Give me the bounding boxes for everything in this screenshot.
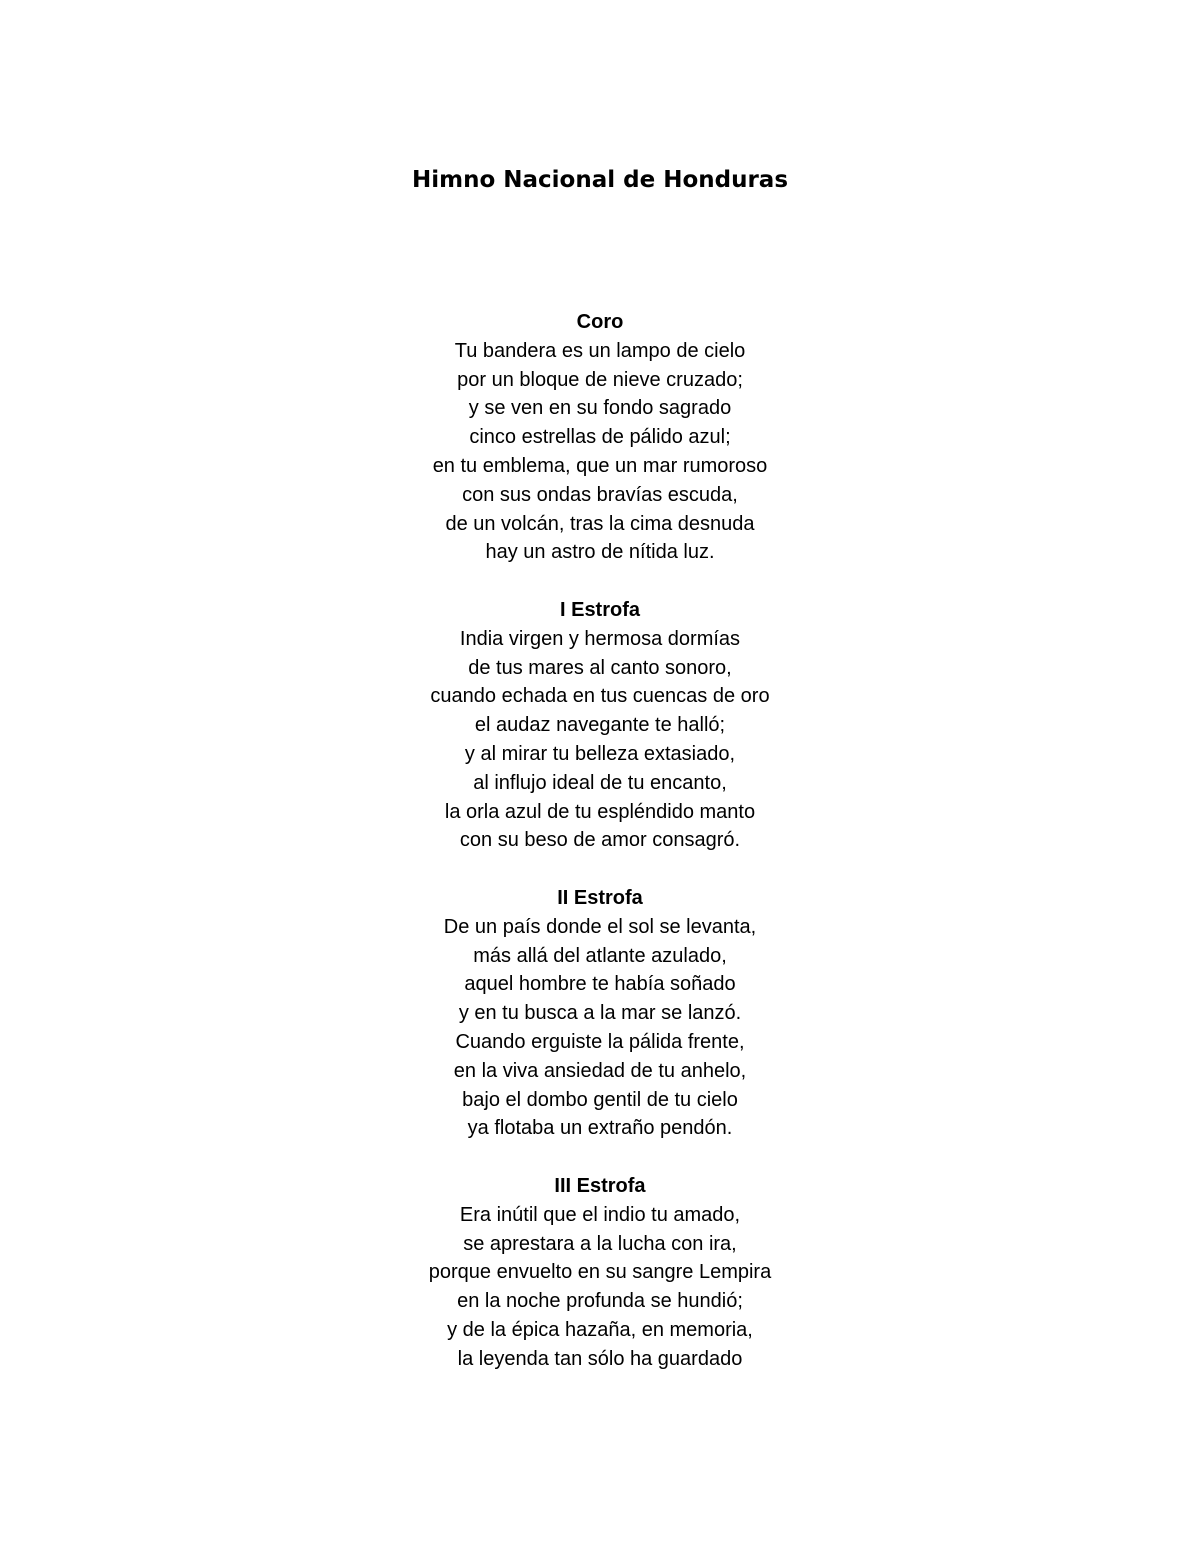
lyric-line: ya flotaba un extraño pendón.: [467, 1117, 733, 1140]
lyric-line: hay un astro de nítida luz.: [485, 541, 715, 564]
lyric-line: y se ven en su fondo sagrado: [468, 397, 732, 420]
lyric-line: en la viva ansiedad de tu anhelo,: [453, 1059, 747, 1082]
lyric-line: en tu emblema, que un mar rumoroso: [432, 454, 768, 477]
lyrics-body: [0, 308, 1200, 1402]
lyric-line: por un bloque de nieve cruzado;: [457, 368, 743, 391]
lyric-line: cinco estrellas de pálido azul;: [469, 426, 731, 449]
lyric-line: más allá del atlante azulado,: [473, 944, 727, 967]
document-title: Himno Nacional de Honduras: [411, 167, 789, 193]
lyric-line: cuando echada en tus cuencas de oro: [430, 685, 770, 708]
lyric-line: se aprestara a la lucha con ira,: [463, 1232, 737, 1255]
lyric-line: en la noche profunda se hundió;: [457, 1290, 743, 1313]
lyric-line: Tu bandera es un lampo de cielo: [454, 339, 746, 362]
lyric-line: de un volcán, tras la cima desnuda: [445, 512, 755, 535]
lyric-line: con sus ondas bravías escuda,: [462, 483, 738, 506]
lyric-line: y en tu busca a la mar se lanzó.: [458, 1002, 742, 1025]
lyric-line: y al mirar tu belleza extasiado,: [464, 742, 736, 765]
stanza-coro: [0, 308, 1200, 567]
lyric-line: la leyenda tan sólo ha guardado: [457, 1347, 743, 1370]
lyric-line: el audaz navegante te halló;: [474, 714, 726, 737]
stanza-iii: [0, 1172, 1200, 1374]
lyric-line: Cuando erguiste la pálida frente,: [455, 1030, 745, 1053]
lyric-line: porque envuelto en su sangre Lempira: [428, 1261, 772, 1284]
lyric-line: De un país donde el sol se levanta,: [443, 915, 757, 938]
stanza-i: [0, 596, 1200, 855]
stanza-ii: [0, 884, 1200, 1143]
lyric-line: al influjo ideal de tu encanto,: [473, 771, 727, 794]
lyric-line: bajo el dombo gentil de tu cielo: [462, 1088, 738, 1111]
lyric-line: con su beso de amor consagró.: [459, 829, 741, 852]
stanza-heading: II Estrofa: [557, 886, 643, 909]
lyric-line: la orla azul de tu espléndido manto: [444, 800, 756, 823]
lyric-line: Era inútil que el indio tu amado,: [459, 1203, 741, 1226]
stanza-heading: III Estrofa: [554, 1174, 646, 1197]
stanza-heading: I Estrofa: [559, 598, 641, 621]
lyric-line: aquel hombre te había soñado: [464, 973, 736, 996]
lyric-line: de tus mares al canto sonoro,: [468, 656, 732, 679]
lyric-line: India virgen y hermosa dormías: [459, 627, 741, 650]
lyric-line: y de la épica hazaña, en memoria,: [447, 1318, 753, 1341]
stanza-heading: Coro: [576, 311, 624, 333]
